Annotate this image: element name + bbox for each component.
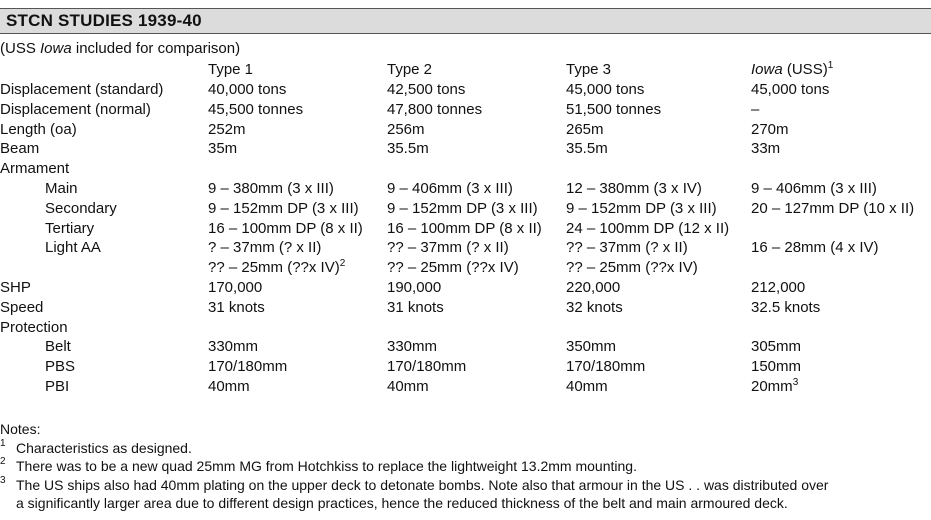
note-number: 3 [0, 474, 6, 486]
cell-value: 330mm [387, 338, 438, 356]
column-header-iowa-footnote: 1 [827, 60, 834, 71]
table-cell [387, 120, 425, 139]
table-cell [208, 219, 363, 238]
table-cell [566, 219, 729, 238]
note-line [0, 476, 931, 495]
cell-value: 170/180mm [566, 358, 646, 376]
table-cell [208, 179, 334, 198]
cell-value: 31 knots [208, 298, 265, 316]
table-cell [208, 100, 303, 119]
table-cell [751, 298, 820, 317]
table-cell [751, 238, 879, 257]
note-text: a significantly larger area due to different design practices, hence the reduced thickness of the belt and main armoured deck. [16, 495, 788, 512]
cell-value: 9 – 152mm DP (3 x III) [566, 199, 717, 217]
table-cell [208, 80, 286, 99]
table-cell [751, 120, 789, 139]
cell-value: 16 – 28mm (4 x IV) [751, 239, 879, 257]
cell-value: 12 – 380mm (3 x IV) [566, 179, 702, 197]
table-cell [566, 199, 717, 218]
cell-value: 32 knots [566, 298, 623, 316]
cell-value: 220,000 [566, 278, 621, 296]
cell-value: 16 – 100mm DP (8 x II) [387, 219, 542, 237]
cell-value: 40mm [387, 377, 429, 395]
table-cell [566, 377, 608, 396]
table-cell [208, 199, 359, 218]
table-cell [208, 337, 258, 356]
table-cell [751, 100, 759, 119]
cell-value: 9 – 406mm (3 x III) [387, 179, 513, 197]
table-cell [751, 80, 829, 99]
cell-value: 20 – 127mm DP (10 x II) [751, 199, 915, 217]
cell-value: 45,000 tons [566, 81, 645, 98]
table-row [0, 139, 931, 159]
cell-value: ? – 37mm (? x II) [208, 239, 322, 257]
cell-value: 31 knots [387, 298, 444, 316]
cell-value: 190,000 [387, 278, 442, 296]
column-header-iowa-rest: (USS) [782, 61, 828, 78]
table-cell [387, 100, 482, 119]
cell-value: 35.5m [387, 140, 429, 158]
row-label: Tertiary [45, 219, 95, 237]
cell-value: 33m [751, 140, 781, 158]
cell-value: 40,000 tons [208, 81, 287, 98]
table-row [0, 357, 931, 377]
table-cell [566, 337, 616, 356]
row-label: PBS [45, 358, 76, 376]
table-cell [387, 219, 542, 238]
cell-value: – [751, 100, 760, 118]
table-body [0, 80, 931, 397]
cell-value: ?? – 25mm (??x IV) [566, 259, 698, 277]
table-row [0, 238, 931, 258]
cell-value: 212,000 [751, 278, 806, 296]
cell-value: ?? – 25mm (??x IV) [208, 259, 340, 277]
note-text: There was to be a new quad 25mm MG from Hotchkiss to replace the lightweight 13.2mm mounting. [16, 458, 637, 475]
footnote-marker: 3 [792, 376, 799, 388]
cell-value: 270m [751, 120, 789, 138]
note-line [0, 439, 931, 458]
cell-value: 350mm [566, 338, 617, 356]
subtitle [0, 40, 240, 57]
table-header-row [0, 60, 931, 80]
table-row [0, 179, 931, 199]
subtitle-suffix: included for comparison) [71, 40, 241, 57]
cell-value: 9 – 152mm DP (3 x III) [387, 199, 538, 217]
table-cell [751, 357, 801, 376]
table-cell [387, 337, 437, 356]
cell-value: 170,000 [208, 278, 263, 296]
row-label: Speed [0, 298, 44, 316]
table-cell [751, 377, 798, 396]
table-cell [751, 337, 801, 356]
table-row [0, 120, 931, 140]
cell-value: 51,500 tonnes [566, 100, 662, 118]
table-cell [566, 298, 623, 317]
table-cell [387, 199, 538, 218]
table-cell [751, 199, 914, 218]
cell-value: 47,800 tonnes [387, 100, 483, 118]
title-bar [0, 8, 931, 34]
row-label: Secondary [45, 199, 117, 217]
cell-value: 40mm [566, 377, 608, 395]
cell-value: 20mm [751, 377, 793, 395]
column-header-type-3: Type 3 [566, 61, 612, 78]
table-cell [751, 278, 805, 297]
cell-value: 45,500 tonnes [208, 100, 304, 118]
subtitle-prefix: (USS [0, 40, 41, 57]
cell-value: 265m [566, 120, 604, 138]
table-cell [208, 357, 287, 376]
table-cell [387, 298, 444, 317]
table-row [0, 199, 931, 219]
cell-value: 9 – 380mm (3 x III) [208, 179, 334, 197]
table-row [0, 278, 931, 298]
note-line [0, 494, 931, 513]
row-label: SHP [0, 278, 31, 296]
row-label: Main [45, 179, 78, 197]
table-cell [208, 238, 321, 257]
column-header-iowa [751, 60, 833, 79]
table-row [0, 219, 931, 239]
table-cell [387, 179, 513, 198]
cell-value: 330mm [208, 338, 259, 356]
notes-list [0, 439, 931, 513]
table-cell [208, 377, 250, 396]
table-cell [566, 100, 661, 119]
cell-value: 170/180mm [208, 358, 288, 376]
row-label: Armament [0, 160, 70, 178]
note-number: 1 [0, 437, 6, 449]
cell-value: 252m [208, 120, 246, 138]
row-label: Displacement (normal) [0, 100, 151, 118]
table-row [0, 80, 931, 100]
table-cell [387, 377, 429, 396]
cell-value: ?? – 37mm (? x II) [566, 239, 688, 257]
cell-value: 42,500 tons [387, 81, 466, 98]
table-cell [387, 278, 441, 297]
table-cell [566, 139, 608, 158]
footnote-marker: 2 [339, 258, 346, 270]
table-cell [387, 357, 466, 376]
table-row [0, 298, 931, 318]
row-label: Beam [0, 140, 40, 158]
table-cell [387, 80, 465, 99]
note-line [0, 457, 931, 476]
table-cell [566, 238, 688, 257]
cell-value: 9 – 406mm (3 x III) [751, 179, 877, 197]
row-label: Length (oa) [0, 120, 77, 138]
cell-value: 305mm [751, 338, 802, 356]
cell-value: 35m [208, 140, 238, 158]
cell-value: ?? – 25mm (??x IV) [387, 259, 519, 277]
row-label: Belt [45, 338, 71, 356]
cell-value: 45,000 tons [751, 81, 830, 98]
notes-heading: Notes: [0, 421, 41, 437]
row-label: Light AA [45, 239, 101, 257]
specs-table [0, 60, 931, 397]
table-cell [751, 179, 877, 198]
row-label: PBI [45, 377, 70, 395]
table-cell [566, 120, 604, 139]
table-row [0, 377, 931, 397]
cell-value: 24 – 100mm DP (12 x II) [566, 219, 730, 237]
table-row [0, 159, 931, 179]
table-cell [751, 139, 780, 158]
table-cell [387, 238, 509, 257]
cell-value: 32.5 knots [751, 298, 821, 316]
table-cell [208, 120, 246, 139]
note-text: The US ships also had 40mm plating on the upper deck to detonate bombs. Note also that armour in the US . . was distributed over [16, 476, 829, 493]
table-cell [566, 278, 620, 297]
table-cell [387, 258, 519, 277]
note-number: 2 [0, 456, 6, 468]
cell-value: 16 – 100mm DP (8 x II) [208, 219, 363, 237]
table-cell [566, 357, 645, 376]
cell-value: 35.5m [566, 140, 608, 158]
row-label: Displacement (standard) [0, 81, 164, 98]
table-cell [566, 80, 644, 99]
cell-value: 40mm [208, 377, 250, 395]
table-row [0, 258, 931, 278]
table-cell [208, 278, 262, 297]
table-cell [208, 298, 265, 317]
cell-value: 150mm [751, 358, 802, 376]
table-row [0, 318, 931, 338]
cell-value: 9 – 152mm DP (3 x III) [208, 199, 359, 217]
notes-section [0, 420, 931, 513]
row-label: Protection [0, 318, 68, 336]
subtitle-ship: Iowa [40, 40, 72, 57]
table-row [0, 337, 931, 357]
cell-value: 170/180mm [387, 358, 467, 376]
note-text: Characteristics as designed. [16, 439, 192, 456]
table-row [0, 100, 931, 120]
table-cell [387, 139, 429, 158]
column-header-type-2: Type 2 [387, 61, 433, 78]
table-cell [566, 258, 698, 277]
table-cell [566, 179, 702, 198]
table-cell [208, 258, 345, 277]
cell-value: ?? – 37mm (? x II) [387, 239, 509, 257]
cell-value: 256m [387, 120, 425, 138]
column-header-iowa-name: Iowa [751, 61, 783, 78]
table-cell [208, 139, 237, 158]
column-header-type-1: Type 1 [208, 61, 254, 78]
page-title: STCN STUDIES 1939-40 [6, 11, 202, 30]
